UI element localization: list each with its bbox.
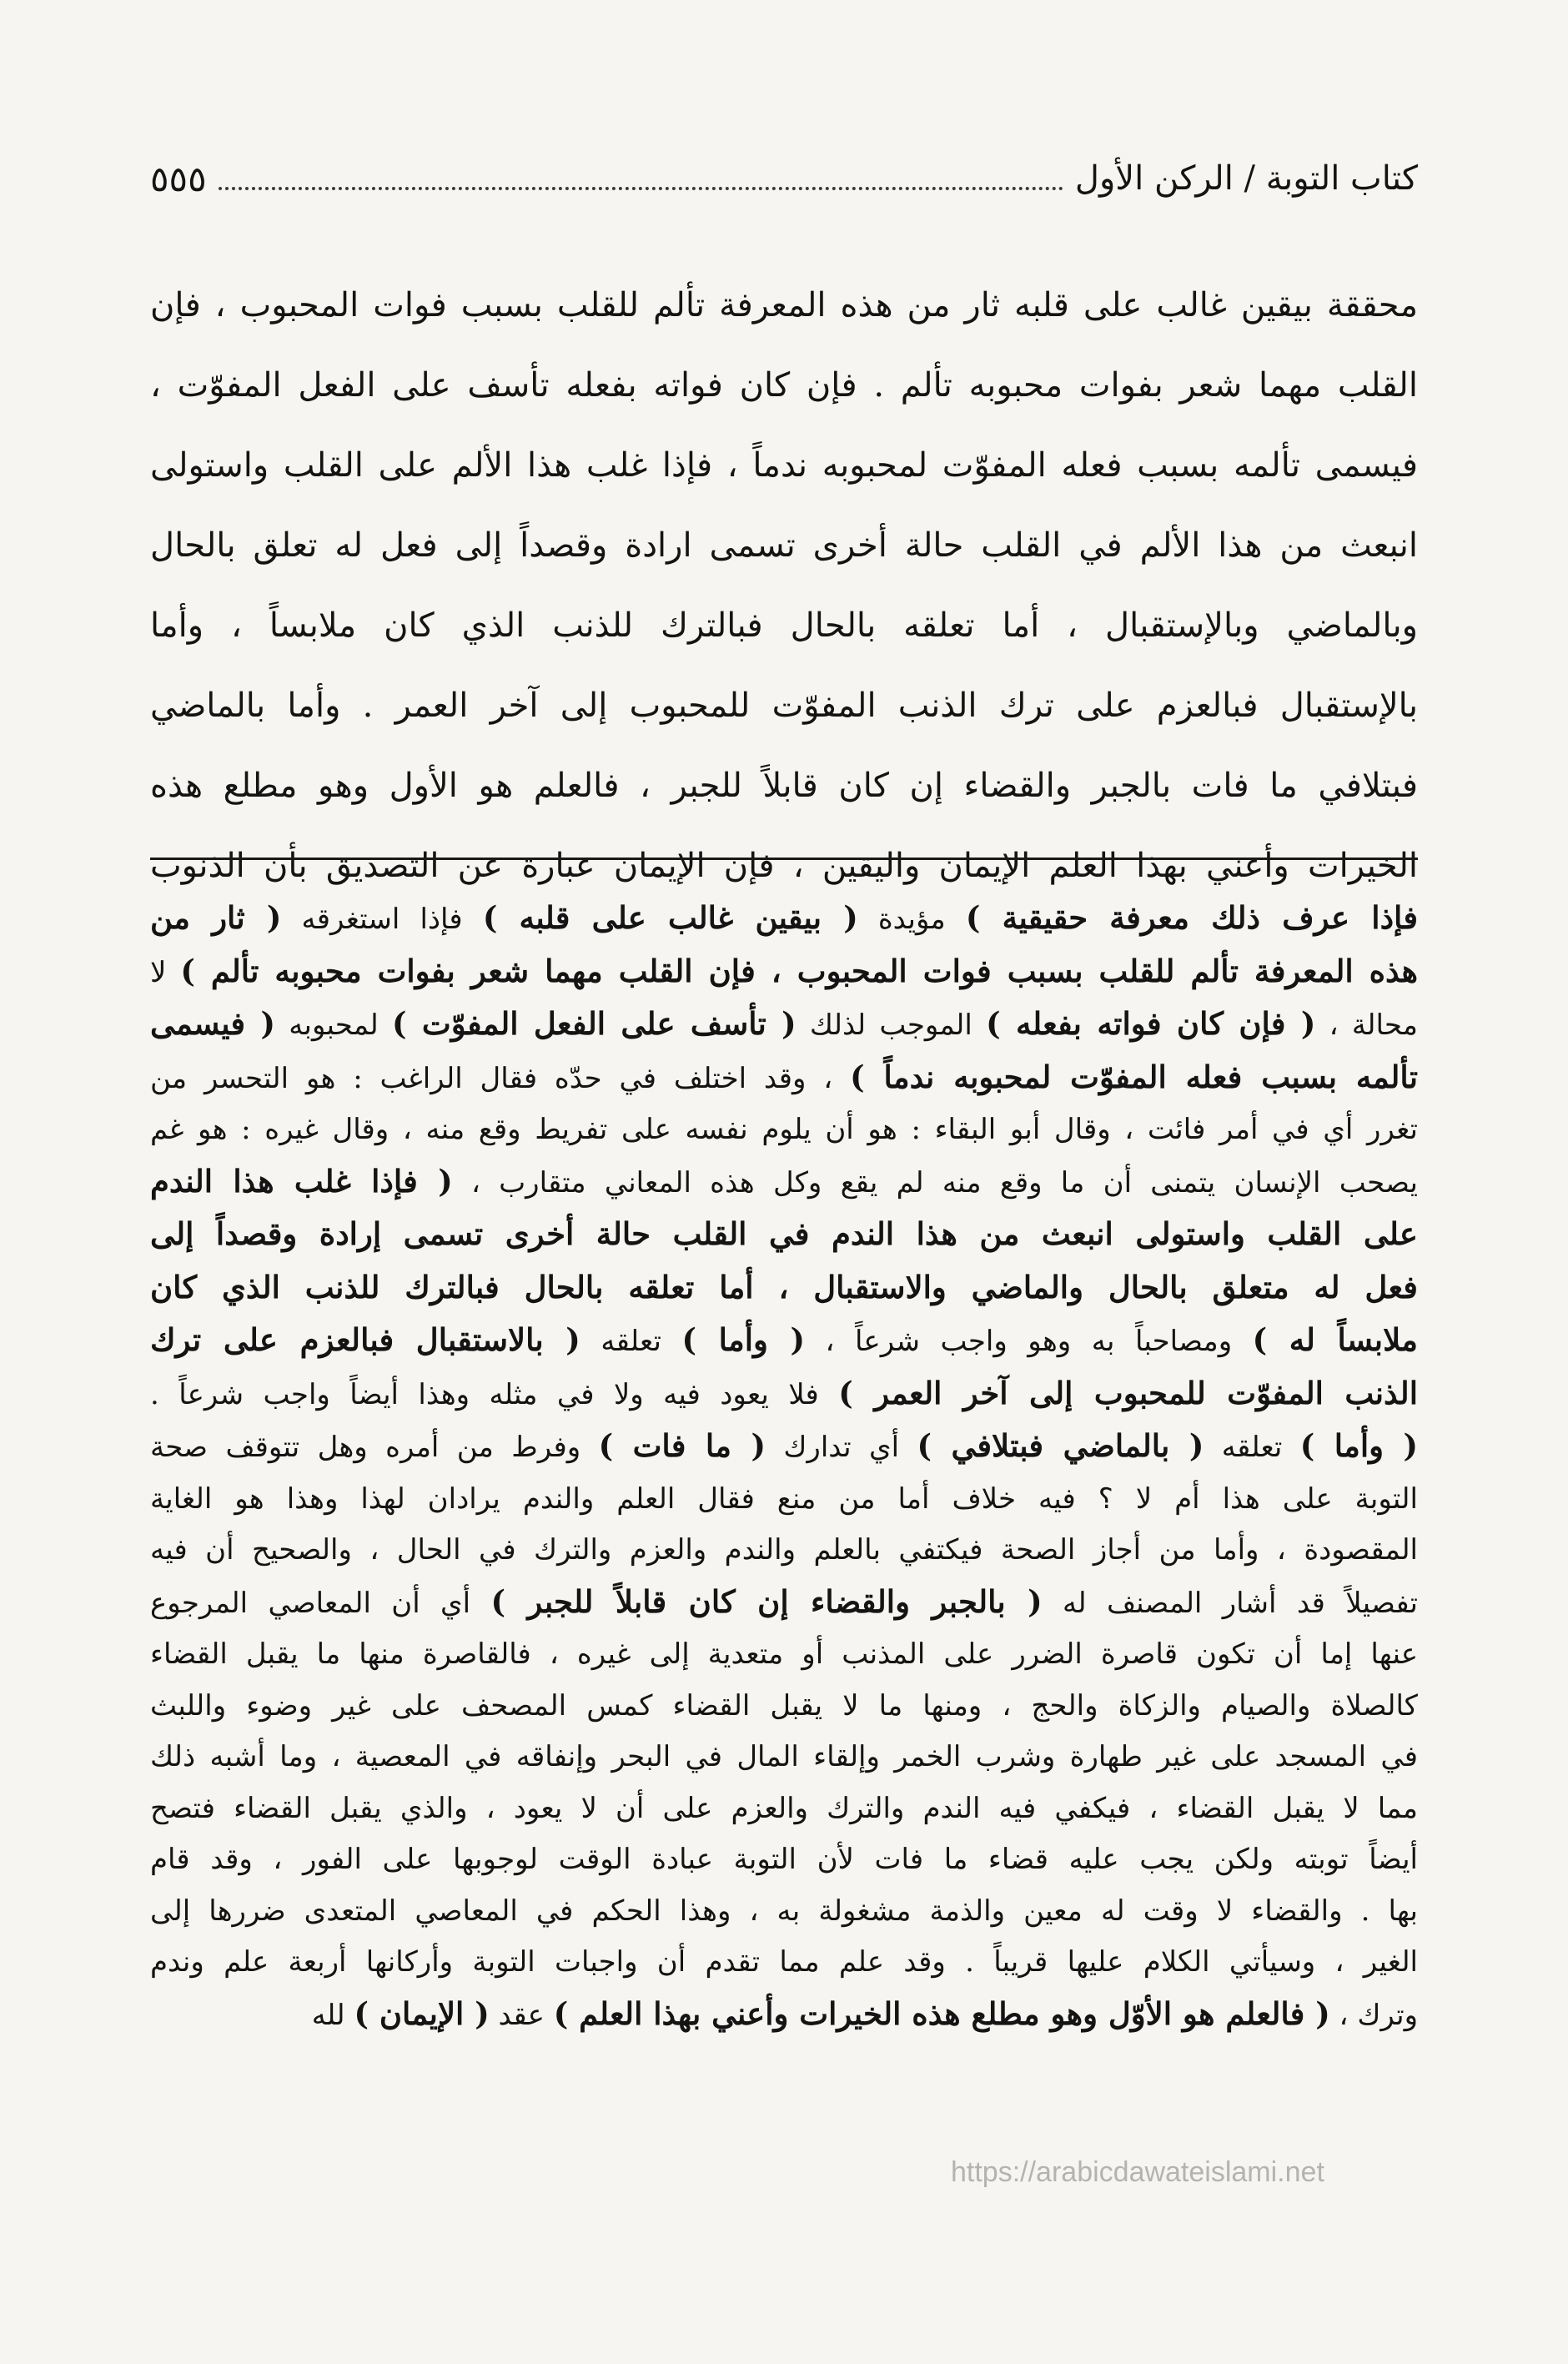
quoted-main-text: ( ما فات ) <box>598 1427 766 1464</box>
quoted-main-text: ( وأما ) <box>1299 1427 1418 1464</box>
commentary-text: وترك ، <box>1329 1998 1418 2032</box>
commentary-text: الموجب لذلك <box>796 1008 987 1042</box>
main-text-line: القلب مهما شعر بفوات محبوبه تألم . فإن كان فواته بفعله تأسف على الفعل المفوّت ، <box>150 366 1418 405</box>
quoted-main-text: ( بالماضي فبتلافي ) <box>917 1427 1204 1464</box>
commentary-text: يصحب الإنسان يتمنى أن ما وقع منه لم يقع وكل هذه المعاني متقارب ، <box>452 1165 1418 1200</box>
quoted-main-text: ( فإن كان فواته بفعله ) <box>986 1005 1316 1042</box>
quoted-main-text: ( فيسمى <box>150 1005 275 1042</box>
commentary-line <box>150 1104 1418 1156</box>
commentary-text: أيضاً توبته ولكن يجب عليه قضاء ما فات لأن التوبة عبادة الوقت لوجوبها على الفور ، وقد قام <box>150 1843 1418 1876</box>
commentary-text: تعلقه <box>1204 1431 1300 1464</box>
chapter-title: كتاب التوبة / الركن الأول <box>1074 159 1418 198</box>
main-text-line: محققة بيقين غالب على قلبه ثار من هذه المعرفة تألم للقلب بسبب فوات المحبوب ، فإن <box>150 286 1418 324</box>
main-text-line: بالإستقبال فبالعزم على ترك الذنب المفوّت للمحبوب إلى آخر العمر . وأما بالماضي <box>150 687 1418 725</box>
commentary-text: فإذا استغرقه <box>281 903 483 936</box>
quoted-main-text: الذنب المفوّت للمحبوب إلى آخر العمر ) <box>838 1374 1418 1411</box>
commentary-text: مؤيدة <box>857 903 966 936</box>
commentary-line <box>150 1834 1418 1886</box>
commentary-line <box>150 1989 1418 2042</box>
commentary-text: فلا يعود فيه ولا في مثله وهذا أيضاً واجب شرعاً . <box>150 1377 839 1411</box>
commentary-line <box>150 1262 1418 1315</box>
commentary-line <box>150 1209 1418 1262</box>
commentary-text: أي تدارك <box>765 1431 917 1464</box>
commentary-text: لا <box>150 955 181 989</box>
leader-dots <box>219 187 1063 190</box>
quoted-main-text: ( تأسف على الفعل المفوّت ) <box>392 1005 797 1042</box>
commentary-text: لمحبوبه <box>274 1008 393 1042</box>
commentary-text: وفرط من أمره وهل تتوقف صحة <box>150 1431 599 1464</box>
commentary-text: الغير ، وسيأتي الكلام عليها قريباً . وقد علم مما تقدم أن واجبات التوبة وأركانها أربعة علم وندم <box>150 1945 1418 1979</box>
quoted-main-text: ( بالجبر والقضاء إن كان قابلاً للجبر ) <box>490 1582 1043 1620</box>
commentary-text: عقد <box>489 1998 554 2032</box>
commentary-line <box>150 1629 1418 1681</box>
commentary-text: عنها إما أن تكون قاصرة الضرر على المذنب أو متعدية إلى غيره ، فالقاصرة منها ما يقبل القضاء <box>150 1637 1418 1671</box>
commentary-text: لله <box>311 1998 354 2032</box>
footnote-divider <box>150 858 1418 860</box>
main-text-line: وبالماضي وبالإستقبال ، أما تعلقه بالحال فبالترك للذنب الذي كان ملابساً ، وأما <box>150 606 1418 645</box>
quoted-main-text: ( الإيمان ) <box>354 1994 490 2032</box>
main-text-line: فيسمى تألمه بسبب فعله المفوّت لمحبوبه ندماً ، فإذا غلب هذا الألم على القلب واستولى <box>150 446 1418 485</box>
commentary-line <box>150 1368 1418 1421</box>
commentary-text: كالصلاة والصيام والزكاة والحج ، ومنها ما لا يقبل القضاء كمس المصحف على غير وضوء واللبث <box>150 1688 1418 1723</box>
main-text-line: انبعث من هذا الألم في القلب حالة أخرى تسمى ارادة وقصداً إلى فعل له تعلق بالحال <box>150 526 1418 565</box>
commentary-text: ومصاحباً به وهو واجب شرعاً ، <box>804 1325 1253 1358</box>
commentary-line <box>150 1732 1418 1783</box>
commentary-text: محالة ، <box>1315 1008 1418 1042</box>
commentary-line <box>150 1474 1418 1526</box>
commentary-line <box>150 893 1418 946</box>
commentary-line <box>150 1577 1418 1630</box>
commentary-text: ، وقد اختلف في حدّه فقال الراغب : هو التحسر من <box>150 1061 851 1095</box>
main-text-block <box>150 265 1418 906</box>
commentary-text: تعلقه <box>580 1325 682 1358</box>
commentary-text: في المسجد على غير طهارة وشرب الخمر وإلقاء المال في البحر وإنفاقه في المعصية ، وما أشبه ذلك <box>150 1740 1418 1773</box>
quoted-main-text: ( فإذا غلب هذا الندم <box>150 1162 453 1200</box>
quoted-main-text: فإذا عرف ذلك معرفة حقيقية ) <box>965 899 1419 936</box>
commentary-line <box>150 1315 1418 1368</box>
page-number: ٥٥٥ <box>150 158 207 199</box>
quoted-main-text: ( فالعلم هو الأوّل وهو مطلع هذه الخيرات وأعني بهذا العلم ) <box>553 1994 1330 2032</box>
commentary-line <box>150 1052 1418 1105</box>
quoted-main-text: على القلب واستولى انبعث من هذا الندم في القلب حالة أخرى تسمى إرادة وقصداً إلى <box>150 1215 1418 1252</box>
commentary-line <box>150 1886 1418 1938</box>
quoted-main-text: هذه المعرفة تألم للقلب بسبب فوات المحبوب ، فإن القلب مهما شعر بفوات محبوبه تألم ) <box>180 952 1418 989</box>
commentary-text: تفصيلاً قد أشار المصنف له <box>1042 1586 1418 1620</box>
commentary-text: بها . والقضاء لا وقت له معين والذمة مشغولة به ، وهذا الحكم في المعاصي المتعدى ضررها إلى <box>150 1894 1418 1928</box>
commentary-line <box>150 1156 1418 1210</box>
commentary-line <box>150 1525 1418 1577</box>
quoted-main-text: ( بيقين غالب على قلبه ) <box>482 899 858 936</box>
main-text-line: فبتلافي ما فات بالجبر والقضاء إن كان قابلاً للجبر ، فالعلم هو الأول وهو مطلع هذه <box>150 767 1418 805</box>
commentary-text: أي أن المعاصي المرجوع <box>150 1586 491 1620</box>
quoted-main-text: فعل له متعلق بالحال والماضي والاستقبال ، أما تعلقه بالحال فبالترك للذنب الذي كان <box>150 1268 1418 1305</box>
commentary-block <box>150 893 1418 2041</box>
commentary-text: المقصودة ، وأما من أجاز الصحة فيكتفي بالعلم والندم والعزم والترك في الحال ، والصحيح أن فيه <box>150 1533 1418 1567</box>
commentary-line <box>150 1681 1418 1733</box>
commentary-line <box>150 1937 1418 1989</box>
running-header <box>150 148 1418 209</box>
commentary-text: مما لا يقبل القضاء ، فيكفي فيه الندم والترك والعزم على أن لا يعود ، والذي يقبل القضاء فتصح <box>150 1791 1418 1825</box>
commentary-line <box>150 1421 1418 1474</box>
quoted-main-text: ( ثار من <box>150 899 282 936</box>
commentary-text: التوبة على هذا أم لا ؟ فيه خلاف أما من منع فقال العلم والندم يرادان لهذا وهذا هو الغاية <box>150 1481 1418 1516</box>
quoted-main-text: ملابساً له ) <box>1252 1321 1419 1358</box>
commentary-line <box>150 1783 1418 1835</box>
quoted-main-text: تألمه بسبب فعله المفوّت لمحبوبه ندماً ) <box>850 1058 1418 1095</box>
commentary-line <box>150 946 1418 999</box>
watermark-url: https://arabicdawateislami.net <box>951 2156 1324 2188</box>
quoted-main-text: ( بالاستقبال فبالعزم على ترك <box>150 1321 580 1358</box>
commentary-text: تغرر أي في أمر فائت ، وقال أبو البقاء : هو أن يلوم نفسه على تفريط وقع منه ، وقال غيره : هو غم <box>150 1113 1418 1146</box>
main-text-line: الخيرات وأعني بهذا العلم الإيمان واليقين ، فإن الإيمان عبارة عن التصديق بأن الذنوب <box>150 847 1418 885</box>
quoted-main-text: ( وأما ) <box>681 1321 805 1358</box>
commentary-line <box>150 998 1418 1052</box>
